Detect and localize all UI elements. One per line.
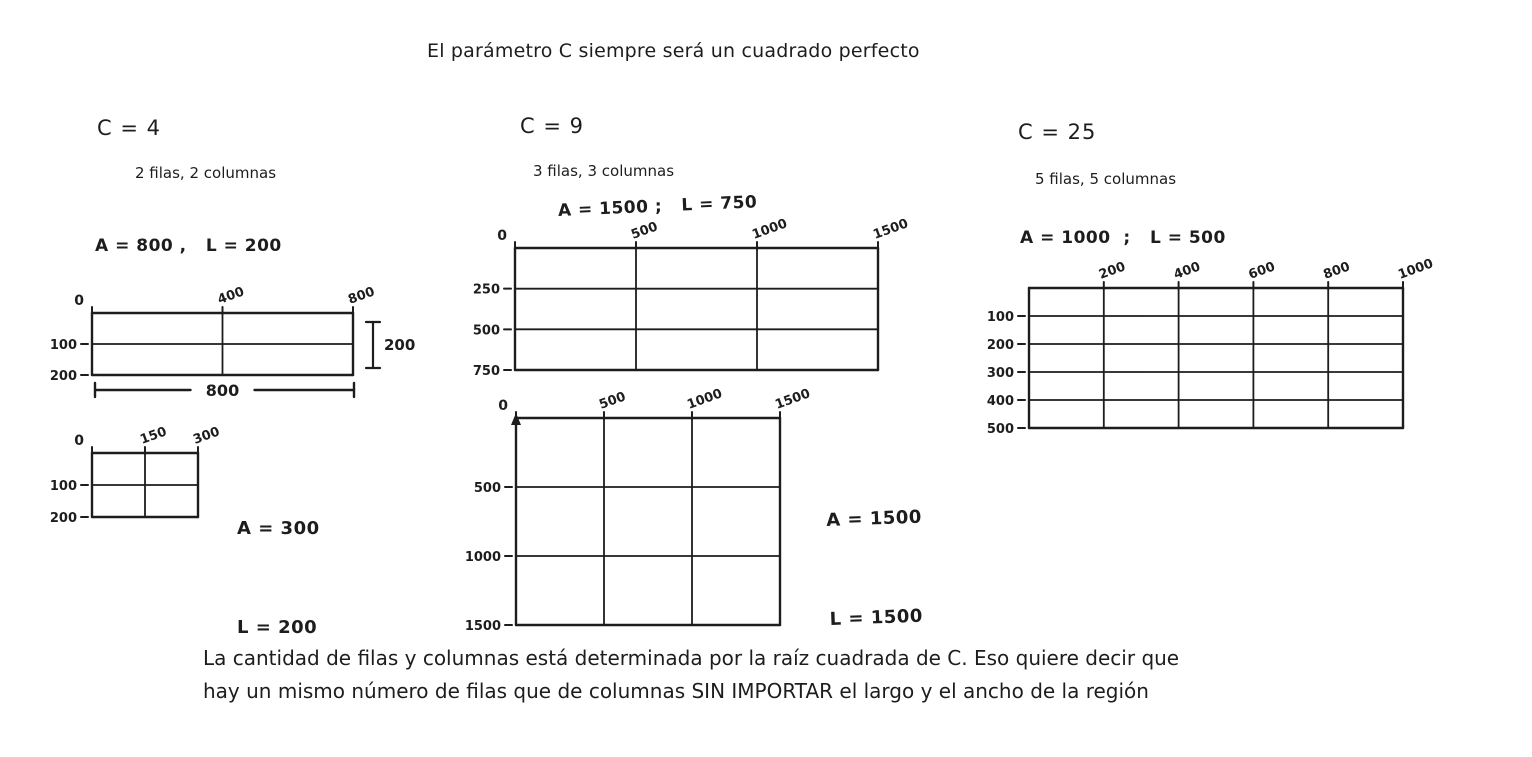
c4-note-area: A = 300 <box>237 518 320 539</box>
svg-text:150: 150 <box>138 424 169 448</box>
c4-subheading: 2 filas, 2 columnas <box>135 164 277 182</box>
svg-text:1500: 1500 <box>464 619 501 634</box>
c9-note-length: L = 1500 <box>829 605 924 630</box>
svg-text:500: 500 <box>472 323 500 339</box>
svg-text:100: 100 <box>49 338 77 353</box>
svg-text:0: 0 <box>498 398 508 414</box>
c4-params: A = 800 , L = 200 <box>95 236 282 256</box>
c4-grid-large-figure <box>49 278 416 406</box>
svg-text:500: 500 <box>629 219 660 243</box>
svg-text:250: 250 <box>472 282 500 298</box>
c9-note-area: A = 1500 <box>825 506 923 532</box>
c9-grid-wide-figure <box>450 212 920 378</box>
svg-text:800: 800 <box>1321 259 1353 283</box>
c4-heading: C = 4 <box>97 116 161 140</box>
svg-text:750: 750 <box>472 364 500 379</box>
svg-text:1000: 1000 <box>685 386 725 413</box>
c25-grid-figure <box>980 250 1470 442</box>
svg-text:500: 500 <box>986 422 1014 437</box>
c9-grid-square-figure <box>440 386 840 638</box>
svg-text:0: 0 <box>74 293 84 309</box>
svg-text:200: 200 <box>384 336 416 354</box>
svg-text:1000: 1000 <box>750 216 790 243</box>
footer-text <box>203 642 1303 708</box>
footer-line-1: La cantidad de filas y columnas está determinada por la raíz cuadrada de C. Eso quiere decir que <box>203 646 1180 670</box>
c25-params: A = 1000 ; L = 500 <box>1020 228 1226 248</box>
svg-text:100: 100 <box>49 479 77 494</box>
svg-text:800: 800 <box>346 284 377 308</box>
svg-text:200: 200 <box>49 369 77 384</box>
svg-text:400: 400 <box>215 284 247 308</box>
svg-text:0: 0 <box>74 433 84 449</box>
svg-text:100: 100 <box>986 310 1014 325</box>
c9-subheading: 3 filas, 3 columnas <box>533 162 675 180</box>
svg-text:200: 200 <box>986 338 1014 353</box>
svg-text:300: 300 <box>191 424 222 448</box>
svg-text:1000: 1000 <box>1396 256 1436 283</box>
svg-text:500: 500 <box>473 480 501 496</box>
svg-text:200: 200 <box>1097 259 1128 283</box>
svg-text:200: 200 <box>49 511 77 526</box>
svg-text:800: 800 <box>205 381 240 400</box>
svg-text:400: 400 <box>1171 259 1203 283</box>
svg-text:0: 0 <box>497 228 507 244</box>
svg-text:500: 500 <box>597 389 628 413</box>
svg-text:400: 400 <box>986 394 1014 409</box>
c9-params: A = 1500 ; L = 750 <box>557 192 758 221</box>
svg-text:1500: 1500 <box>871 216 911 243</box>
c25-subheading: 5 filas, 5 columnas <box>1035 170 1177 188</box>
svg-text:1500: 1500 <box>773 386 813 413</box>
page-title: El parámetro C siempre será un cuadrado perfecto <box>427 40 920 62</box>
svg-text:600: 600 <box>1246 259 1278 283</box>
footer-line-2: hay un mismo número de filas que de columnas SIN IMPORTAR el largo y el ancho de la región <box>203 679 1149 703</box>
c9-heading: C = 9 <box>520 114 584 138</box>
c25-heading: C = 25 <box>1018 120 1097 144</box>
svg-text:300: 300 <box>986 366 1014 381</box>
svg-text:1000: 1000 <box>464 550 501 566</box>
c4-note-length: L = 200 <box>237 617 318 638</box>
